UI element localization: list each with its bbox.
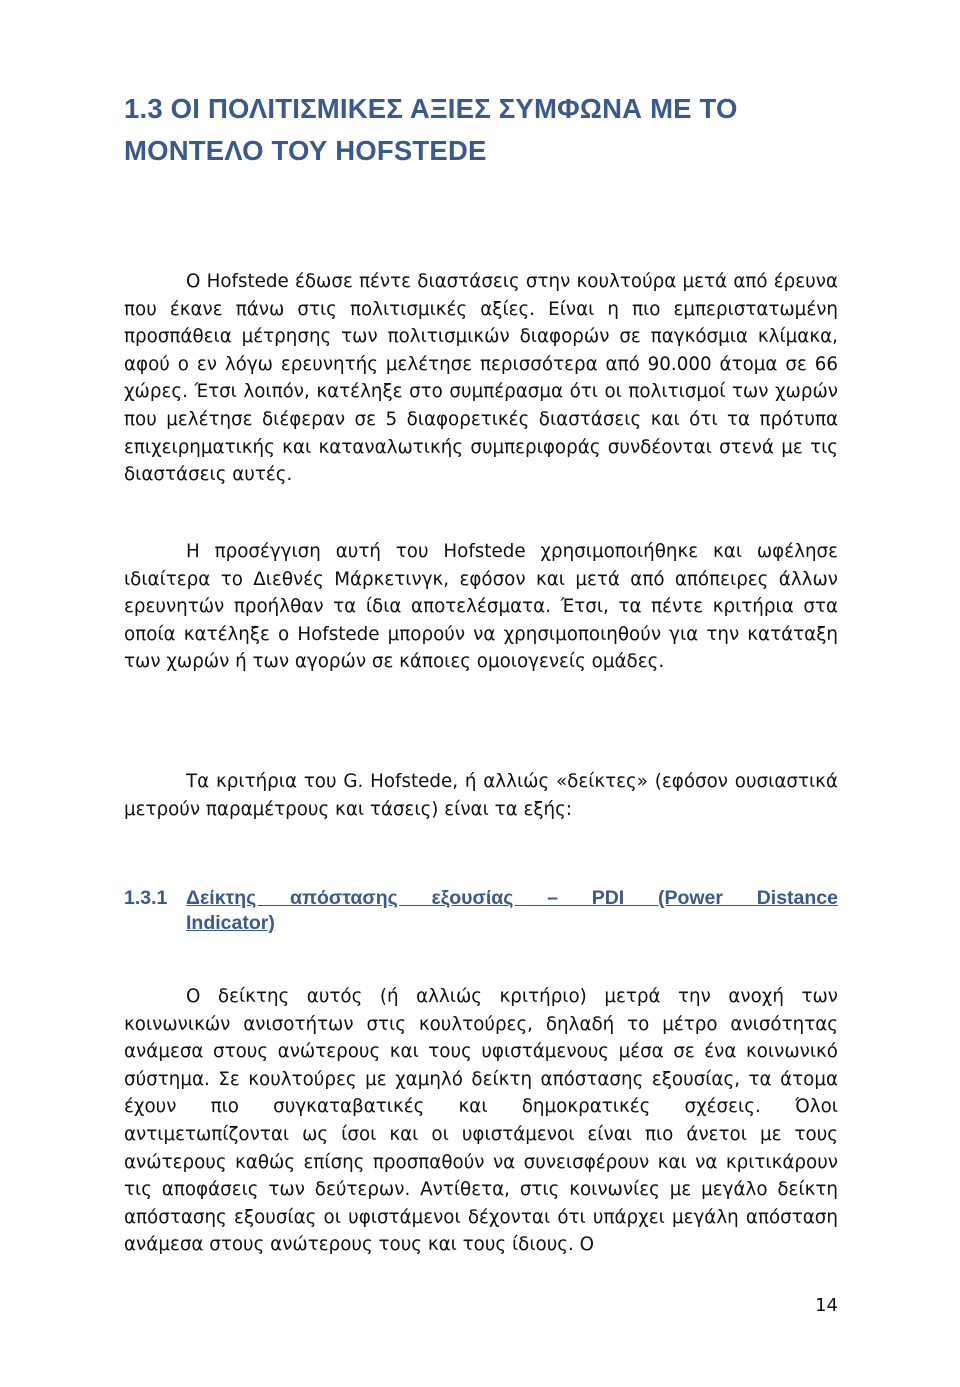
section-heading: 1.3 ΟΙ ΠΟΛΙΤΙΣΜΙΚΕΣ ΑΞΙΕΣ ΣΥΜΦΩΝΑ ΜΕ ΤΟ ΜΟΝΤΕΛΟ ΤΟΥ HOFSTEDE [124,93,738,166]
paragraph-criteria-intro: Τα κριτήρια του G. Hofstede, ή αλλιώς «δείκτες» (εφόσον ουσιαστικά μετρούν παραμέτρους και τάσεις) είναι τα εξής: [124,771,838,820]
subsection-title-line-2: Indicator) [186,912,275,934]
paragraph-approach: Η προσέγγιση αυτή του Hofstede χρησιμοποιήθηκε και ωφέλησε ιδιαίτερα το Διεθνές Μάρκετινγκ, εφόσον και μετά από απόπειρες άλλων ερευνητών προήλθαν τα ίδια αποτελέσματα. Έτσι, τα πέντε κριτήρια στα οποία κατέληξε ο Hofstede μπορούν να χρησιμοποιηθούν για την κατάταξη των χωρών ή των αγορών σε κάποιες ομοιογενείς ομάδες. [124,541,838,673]
subsection-title-line-1: Δείκτης απόστασης εξουσίας – PDI (Power Distance [186,887,838,909]
paragraph-hofstede-dimensions: Ο Hofstede έδωσε πέντε διαστάσεις στην κουλτούρα μετά από έρευνα που έκανε πάνω στις πολιτισμικές αξίες. Είναι η πιο εμπεριστατωμένη προσπάθεια μέτρησης των πολιτισμικών διαφορών σε παγκόσμια κλίμακα, αφού ο εν λόγω ερευνητής μελέτησε περισσότερα από 90.000 άτομα σε 66 χώρες. Έτσι λοιπόν, κατέληξε στο συμπέρασμα ότι οι πολιτισμοί των χωρών που μελέτησε διέφεραν σε 5 διαφορετικές διαστάσεις και ότι τα πρότυπα επιχειρηματικής και καταναλωτικής συμπεριφοράς συνδέονται στενά με τις διαστάσεις αυτές. [124,271,838,486]
subsection-number: 1.3.1 [124,887,168,909]
page-number: 14 [815,1295,838,1316]
subsection-heading [124,886,838,936]
paragraph-power-distance: Ο δείκτης αυτός (ή αλλιώς κριτήριο) μετρά την ανοχή των κοινωνικών ανισοτήτων στις κουλτούρες, δηλαδή το μέτρο ανισότητας ανάμεσα στους ανώτερους και τους υφιστάμενους μέσα σε ένα κοινωνικό σύστημα. Σε κουλτούρες με χαμηλό δείκτη απόστασης εξουσίας, τα άτομα έχουν πιο συγκαταβατικές και δημοκρατικές σχέσεις. Όλοι αντιμετωπίζονται ως ίσοι και οι υφιστάμενοι είναι πιο άνετοι με τους ανώτερους καθώς επίσης προσπαθούν να συνεισφέρουν και να κριτικάρουν τις αποφάσεις των δεύτερων. Αντίθετα, στις κοινωνίες με μεγάλο δείκτη απόστασης εξουσίας οι υφιστάμενοι δέχονται ότι υπάρχει μεγάλη απόσταση ανάμεσα στους ανώτερους τους και τους ίδιους. Ο [124,986,838,1256]
